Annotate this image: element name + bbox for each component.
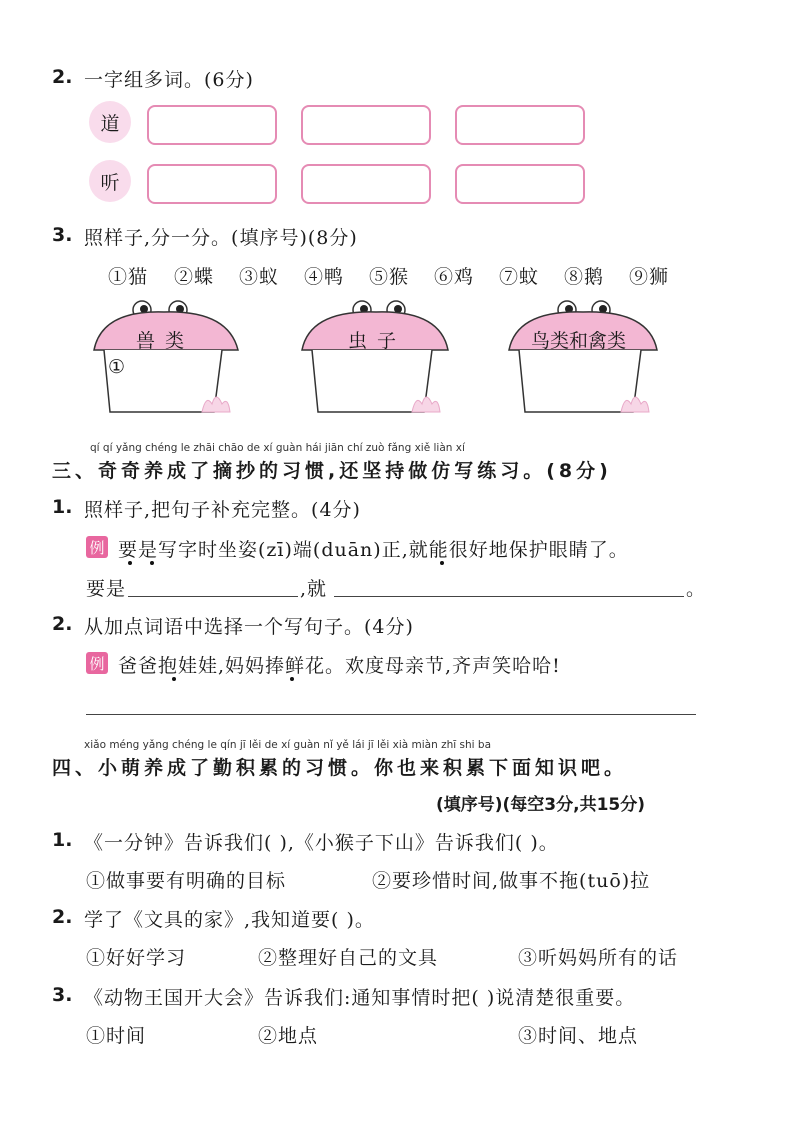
option-item: ①猫 — [108, 266, 149, 288]
answer-box[interactable] — [301, 105, 431, 145]
option-item: ③听妈妈所有的话 — [518, 947, 679, 969]
option-item: ②蝶 — [174, 266, 215, 288]
option-item: ⑥鸡 — [434, 266, 475, 288]
char-badge: 道 — [89, 101, 131, 143]
emphasis-dot — [290, 677, 294, 681]
option-item: ⑧鹅 — [564, 266, 605, 288]
section-title: 三、奇奇养成了摘抄的习惯,还坚持做仿写练习。(8分) — [52, 460, 612, 482]
emphasis-dot — [150, 561, 154, 565]
basket-label: 鸟类和禽类 — [531, 330, 627, 352]
fill-end: 。 — [686, 578, 707, 600]
question-text: 《动物王国开大会》告诉我们:通知事情时把( )说清楚很重要。 — [84, 987, 636, 1009]
question-number: 3. — [52, 984, 73, 1006]
answer-box[interactable] — [147, 164, 277, 204]
answer-line[interactable] — [128, 596, 298, 597]
option-item: ③蚁 — [239, 266, 280, 288]
section-subtitle: (填序号)(每空3分,共15分) — [436, 795, 646, 815]
emphasis-dot — [172, 677, 176, 681]
basket-label: 兽 类 — [136, 330, 187, 352]
example-badge: 例 — [86, 652, 108, 674]
option-item: ④鸭 — [304, 266, 345, 288]
question-number: 1. — [52, 829, 73, 851]
answer-box[interactable] — [301, 164, 431, 204]
option-item: ⑨狮 — [629, 266, 670, 288]
pinyin-line: xiǎo méng yǎng chéng le qín jī lěi de xí guàn nǐ yě lái jī lěi xià miàn zhī shi ba — [84, 739, 492, 751]
option-item: ①好好学习 — [86, 947, 187, 969]
answer-box[interactable] — [455, 105, 585, 145]
question-text: 学了《文具的家》,我知道要( )。 — [84, 909, 375, 931]
example-sentence: 要是写字时坐姿(zī)端(duān)正,就能很好地保护眼睛了。 — [118, 539, 629, 561]
option-item: ①时间 — [86, 1025, 147, 1047]
char-badge: 听 — [89, 160, 131, 202]
question-text: 照样子,把句子补充完整。(4分) — [84, 499, 361, 521]
answer-line[interactable] — [334, 596, 684, 597]
answer-box[interactable] — [147, 105, 277, 145]
option-item: ②地点 — [258, 1025, 319, 1047]
question-number: 2. — [52, 66, 73, 88]
fill-middle: ,就 — [300, 578, 328, 600]
question-text: 从加点词语中选择一个写句子。(4分) — [84, 616, 414, 638]
basket-illustration — [300, 296, 452, 420]
question-number: 2. — [52, 906, 73, 928]
answer-box[interactable] — [455, 164, 585, 204]
section-title: 四、小萌养成了勤积累的习惯。你也来积累下面知识吧。 — [52, 757, 628, 779]
basket-answer[interactable]: ① — [108, 356, 127, 378]
option-item: ①做事要有明确的目标 — [86, 870, 287, 892]
question-text: 《一分钟》告诉我们( ),《小猴子下山》告诉我们( )。 — [84, 832, 559, 854]
option-item: ⑦蚊 — [499, 266, 540, 288]
emphasis-dot — [440, 561, 444, 565]
option-item: ⑤猴 — [369, 266, 410, 288]
question-number: 2. — [52, 613, 73, 635]
question-text: 照样子,分一分。(填序号)(8分) — [84, 227, 358, 249]
question-number: 3. — [52, 224, 73, 246]
question-text: 一字组多词。(6分) — [84, 69, 254, 91]
option-item: ②整理好自己的文具 — [258, 947, 439, 969]
pinyin-line: qí qí yǎng chéng le zhāi chāo de xí guàn hái jiān chí zuò fǎng xiě liàn xí — [90, 442, 465, 454]
option-item: ③时间、地点 — [518, 1025, 639, 1047]
example-badge: 例 — [86, 536, 108, 558]
basket-label: 虫 子 — [348, 330, 399, 352]
example-sentence: 爸爸抱娃娃,妈妈捧鲜花。欢度母亲节,齐声笑哈哈! — [118, 655, 561, 677]
emphasis-dot — [128, 561, 132, 565]
question-number: 1. — [52, 496, 73, 518]
option-item: ②要珍惜时间,做事不拖(tuō)拉 — [372, 870, 651, 892]
basket-illustration — [507, 296, 661, 420]
answer-line[interactable] — [86, 714, 696, 715]
fill-prefix: 要是 — [86, 578, 127, 600]
